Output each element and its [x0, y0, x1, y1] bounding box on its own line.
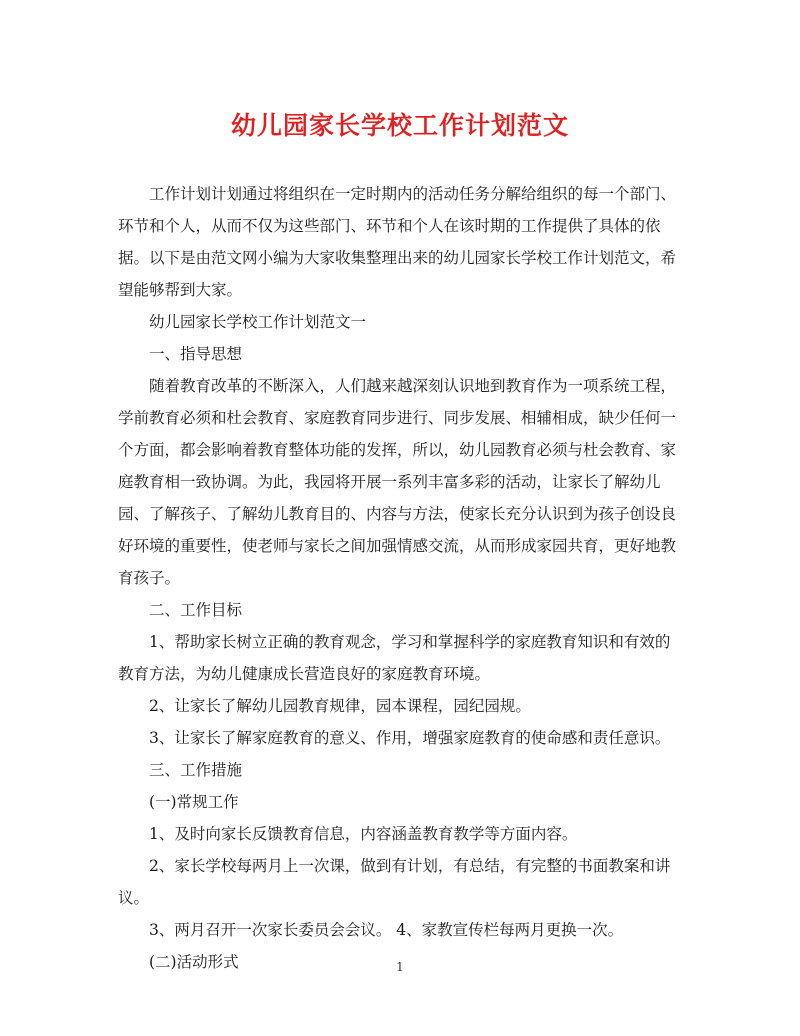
- subsection-heading: (一)常规工作: [149, 793, 239, 811]
- intro-paragraph: 工作计划计划通过将组织在一定时期内的活动任务分解给组织的每一个部门、环节和个人，从而不仅为这些部门、环节和个人在该时期的工作提供了具体的依据。以下是由范文网小编为大家收集整理出来的幼儿园家长学校工作计划范文，希望能够帮到大家。: [118, 185, 677, 299]
- subsection-heading: (二)活动形式: [149, 953, 239, 971]
- document-body: [118, 178, 678, 978]
- list-item: 2、家长学校每两月上一次课，做到有计划，有总结，有完整的书面教案和讲议。: [118, 857, 671, 907]
- section-heading: 二、工作目标: [149, 601, 243, 619]
- list-item: 3、让家长了解家庭教育的意义、作用，增强家庭教育的使命感和责任意识。: [149, 729, 671, 747]
- page-number: 1: [396, 960, 404, 974]
- list-item: 1、及时向家长反馈教育信息，内容涵盖教育教学等方面内容。: [149, 825, 578, 843]
- list-item: 2、让家长了解幼儿园教育规律，园本课程，园纪园规。: [149, 697, 531, 715]
- body-paragraph: 随着教育改革的不断深入，人们越来越深刻认识地到教育作为一项系统工程，学前教育必须和杜会教育、家庭教育同步进行、同步发展、相辅相成，缺少任何一个方面，都会影响着教育整体功能的发挥，所以，幼儿园教育必须与杜会教育、家庭教育相一致协调。为此，我园将开展一系列丰富多彩的活动，让家长了解幼儿园、了解孩子、了解幼儿教育目的、内容与方法，使家长充分认识到为孩子创设良好环境的重要性，使老师与家长之间加强情感交流，从而形成家园共育，更好地教育孩子。: [118, 377, 677, 587]
- section-heading: 一、指导思想: [149, 345, 243, 363]
- list-item: 1、帮助家长树立正确的教育观念，学习和掌握科学的家庭教育知识和有效的教育方法，为幼儿健康成长营造良好的家庭教育环境。: [118, 633, 671, 683]
- section-heading: 三、工作措施: [149, 761, 243, 779]
- section-heading: 幼儿园家长学校工作计划范文一: [149, 313, 367, 331]
- document-title: 幼儿园家长学校工作计划范文: [230, 111, 569, 140]
- list-item: 3、两月召开一次家长委员会会议。 4、家教宣传栏每两月更换一次。: [149, 921, 624, 939]
